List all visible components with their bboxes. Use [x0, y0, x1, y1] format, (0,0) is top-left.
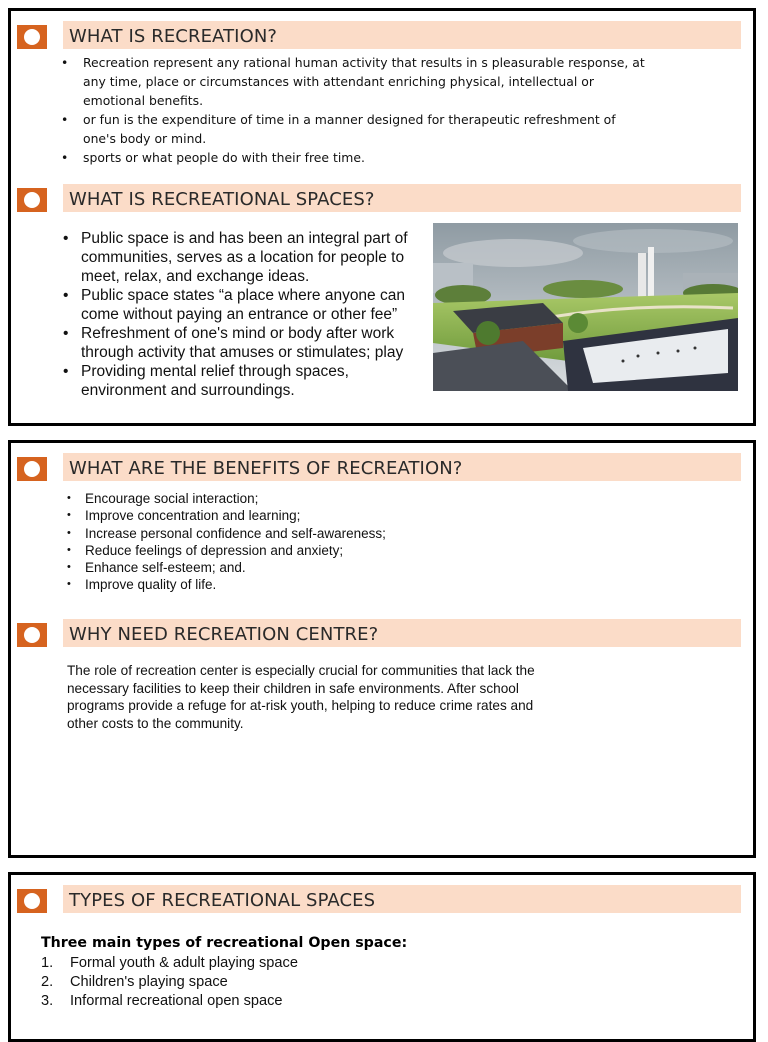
list-text: Informal recreational open space — [70, 993, 283, 1009]
slide-1 — [8, 8, 756, 426]
list-item: • Refreshment of one's mind or body after work through activity that amuses or stimulates; play — [63, 324, 423, 362]
list-item: • Providing mental relief through spaces, environment and surroundings. — [63, 362, 423, 400]
slide-2 — [8, 440, 756, 858]
list-item: • Improve concentration and learning; — [65, 507, 565, 524]
list-item: • Encourage social interaction; — [65, 490, 565, 507]
recreation-park-rendering-image — [433, 223, 738, 391]
list-item: • Reduce feelings of depression and anxiety; — [65, 542, 565, 559]
list-item: • Public space is and has been an integral part of communities, serves as a location for people to meet, relax, and exchange ideas. — [63, 229, 423, 286]
list-text: Children's playing space — [70, 974, 228, 990]
list-item: • Public space states “a place where anyone can come without paying an entrance or other fee” — [63, 286, 423, 324]
list-number: 1. — [41, 955, 54, 971]
list-item: • sports or what people do with their free time. — [61, 148, 646, 167]
list-item — [41, 973, 541, 992]
section-title: WHAT IS RECREATION? — [69, 26, 278, 47]
list-item: • or fun is the expenditure of time in a manner designed for therapeutic refreshment of one's body or mind. — [61, 110, 646, 148]
slide-3 — [8, 872, 756, 1042]
list-number: 3. — [41, 993, 54, 1009]
section-marker-icon — [17, 25, 47, 49]
recreation-centre-paragraph: The role of recreation center is especially crucial for communities that lack the necessary facilities to keep their children in safe environments. After school programs provide a refuge for at-risk youth, helping to reduce crime rates and other costs to the community. — [67, 663, 535, 731]
list-item: • Recreation represent any rational human activity that results in s pleasurable response, at any time, place or circumstances with attendant enriching physical, intellectual or emotional benefits. — [61, 53, 646, 110]
section-marker-icon — [17, 457, 47, 481]
types-list — [41, 954, 541, 1011]
list-item — [41, 992, 541, 1011]
list-number: 2. — [41, 974, 54, 990]
recreational-spaces-list — [63, 229, 423, 400]
section-marker-icon — [17, 188, 47, 212]
list-item — [41, 954, 541, 973]
list-item: • Improve quality of life. — [65, 576, 565, 593]
section-title: WHY NEED RECREATION CENTRE? — [69, 624, 379, 645]
section-title: WHAT ARE THE BENEFITS OF RECREATION? — [69, 458, 463, 479]
types-subheading: Three main types of recreational Open space: — [41, 935, 408, 951]
list-item: • Enhance self-esteem; and. — [65, 559, 565, 576]
section-title: WHAT IS RECREATIONAL SPACES? — [69, 189, 375, 210]
section-marker-icon — [17, 623, 47, 647]
benefits-list — [65, 490, 565, 594]
section-title: TYPES OF RECREATIONAL SPACES — [69, 890, 376, 911]
section-marker-icon — [17, 889, 47, 913]
list-item: • Increase personal confidence and self-awareness; — [65, 525, 565, 542]
recreation-definition-list — [61, 53, 646, 167]
list-text: Formal youth & adult playing space — [70, 955, 298, 971]
